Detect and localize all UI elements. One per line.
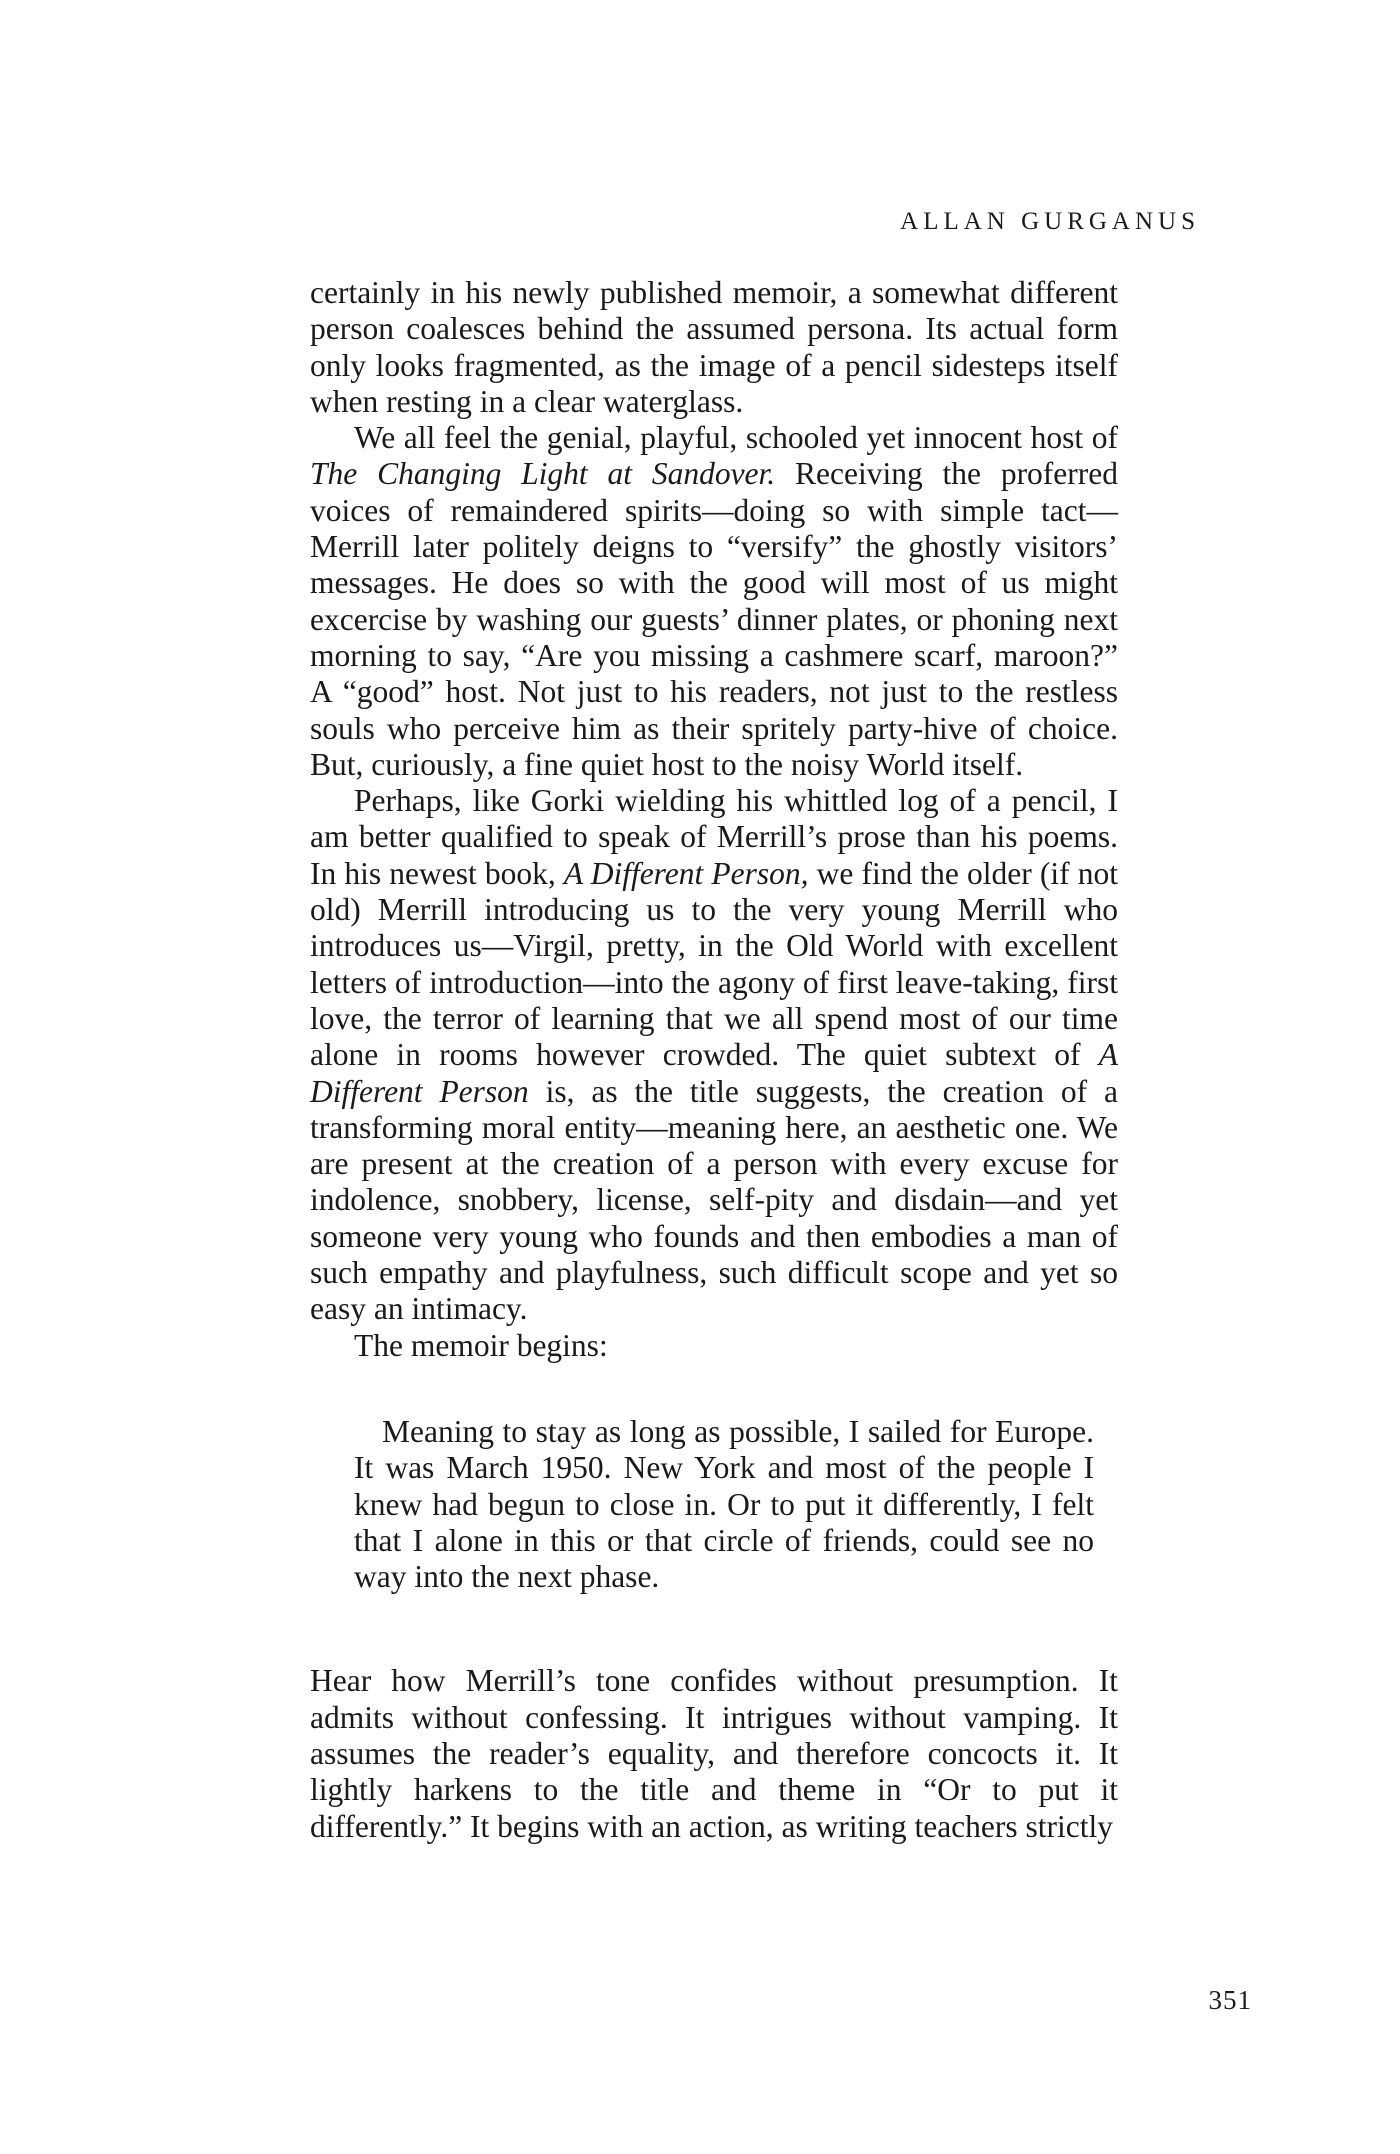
paragraph-2-part-a: We all feel the genial, playful, schooled yet innocent host of — [354, 420, 1118, 456]
book-title-sandover: The Changing Light at Sandover. — [310, 456, 776, 492]
body-text — [310, 275, 1118, 1845]
book-title-different-person: A Different Person, — [563, 855, 809, 891]
paragraph-5: Hear how Merrill’s tone confides without presumption. It admits without confessing. It intrigues without vamping. It assumes the reader’s equality, and therefore concocts it. It lightly harkens to the title and theme in “Or to put it differently.” It begins with an action, as writing teachers strictly — [310, 1663, 1118, 1844]
paragraph-3-part-c: is, as the title suggests, the creation of a transforming moral entity—meaning here, an aesthetic one. We are present at the creation of a person with every excuse for indolence, snobbery, license, self-pity and disdain—and yet someone very young who founds and then embodies a man of such empathy and playfulness, such difficult scope and yet so easy an intimacy. — [310, 1073, 1119, 1327]
paragraph-3 — [310, 783, 1118, 1327]
paragraph-2 — [310, 420, 1118, 783]
book-title-different-person-2: A Different Person — [310, 1037, 1118, 1109]
paragraph-3-part-b: we find the older (if not old) Merrill introducing us to the very young Merrill who introduces us—Virgil, pretty, in the Old World with excellent letters of introduction—into the agony of first leave-taking, first love, the terror of learning that we all spend most of our time alone in rooms however crowded. The quiet subtext of — [310, 855, 1118, 1073]
memoir-quote: Meaning to stay as long as possible, I sailed for Europe. It was March 1950. New York and most of the people I knew had begun to close in. Or to put it differently, I felt that I alone in this or that circle of friends, could see no way into the next phase. — [354, 1413, 1094, 1595]
page-number: 351 — [1208, 1985, 1252, 2015]
paragraph-2-part-b: Receiving the proferred voices of remaindered spirits—doing so with simple tact—Merrill later politely deigns to “versify” the ghostly visitors’ messages. He does so with the good will most of us might excercise by washing our guests’ dinner plates, or phoning next morning to say, “Are you missing a cashmere scarf, maroon?” A “good” host. Not just to his readers, not just to the restless souls who perceive him as their spritely party-hive of choice. But, curiously, a fine quiet host to the noisy World itself. — [310, 456, 1118, 782]
paragraph-4: The memoir begins: — [354, 1327, 608, 1363]
paragraph-1: certainly in his newly published memoir, a somewhat different person coalesces behind the assumed persona. Its actual form only looks fragmented, as the image of a pencil sidesteps itself when resting in a clear waterglass. — [310, 275, 1118, 419]
paragraph-3-part-a: Perhaps, like Gorki wielding his whittled log of a pencil, I am better qualified to speak of Merrill’s prose than his poems. In his newest book, — [310, 783, 1118, 891]
running-head: ALLAN GURGANUS — [900, 208, 1200, 235]
